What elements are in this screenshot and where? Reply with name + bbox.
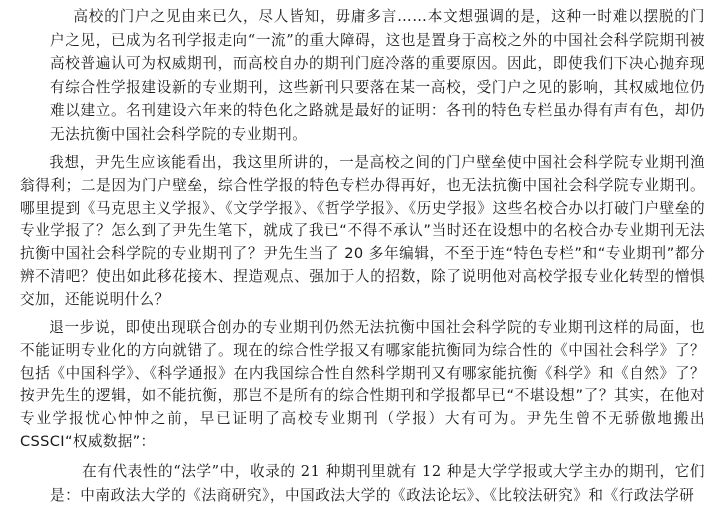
block-quote-paragraph: 在有代表性的“法学”中，收录的 21 种期刊里就有 12 种是大学学报或大学主办的期刊，它们是：中南政法大学的《法商研究》，中国政法大学的《政法论坛》、《比较法研究》和《行政法学研 xyxy=(50,463,705,504)
body-paragraph: 我想，尹先生应该能看出，我这里所讲的，一是高校之间的门户壁垒使中国社会科学院专业期刊渔翁得利；二是因为门户壁垒，综合性学报的特色专栏办得再好，也无法抗衡中国社会科学院专业期刊。哪里提到《马克思主义学报》、《文学学报》、《哲学学报》、《历史学报》这些名校合办以打破门户壁垒的专业学报了？怎么到了尹先生笔下，就成了我已“不得不承认”当时还在设想中的名校合办专业期刊无法抗衡中国社会科学院的专业期刊了？尹先生当了 20 多年编辑，不至于连“特色专栏”和“专业期刊”都分辨不清吧？使出如此移花接木、捏造观点、强加于人的招数，除了说明他对高校学报专业化转型的憎惧交加，还能说明什么？ xyxy=(20,154,705,308)
body-paragraph: 退一步说，即使出现联合创办的专业期刊仍然无法抗衡中国社会科学院的专业期刊这样的局面，也不能证明专业化的方向就错了。现在的综合性学报又有哪家能抗衡同为综合性的《中国社会科学》了？包括《中国科学》、《科学通报》在内我国综合性自然科学期刊又有哪家能抗衡《科学》和《自然》了？按尹先生的逻辑，如不能抗衡，那岂不是所有的综合性期刊和学报都早已“不堪设想”了？其实，在他对专业学报忧心忡忡之前，早已证明了高校专业期刊（学报）大有可为。尹先生曾不无骄傲地搬出 CSSCI“权威数据”： xyxy=(20,319,705,450)
block-quote-paragraph: 高校的门户之见由来已久，尽人皆知，毋庸多言……本文想强调的是，这种一时难以摆脱的门户之见，已成为名刊学报走向“一流”的重大障碍，这也是置身于高校之外的中国社会科学院期刊被高校普遍认可为权威期刊，而高校自办的期刊门庭冷落的重要原因。因此，即使我们下决心抛弃现有综合性学报建设新的专业期刊，这些新刊只要落在某一高校，受门户之见的影响，其权威地位仍难以建立。名刊建设六年来的特色化之路就是最好的证明：各刊的特色专栏虽办得有声有色，却仍无法抗衡中国社会科学院的专业期刊。 xyxy=(50,8,705,143)
